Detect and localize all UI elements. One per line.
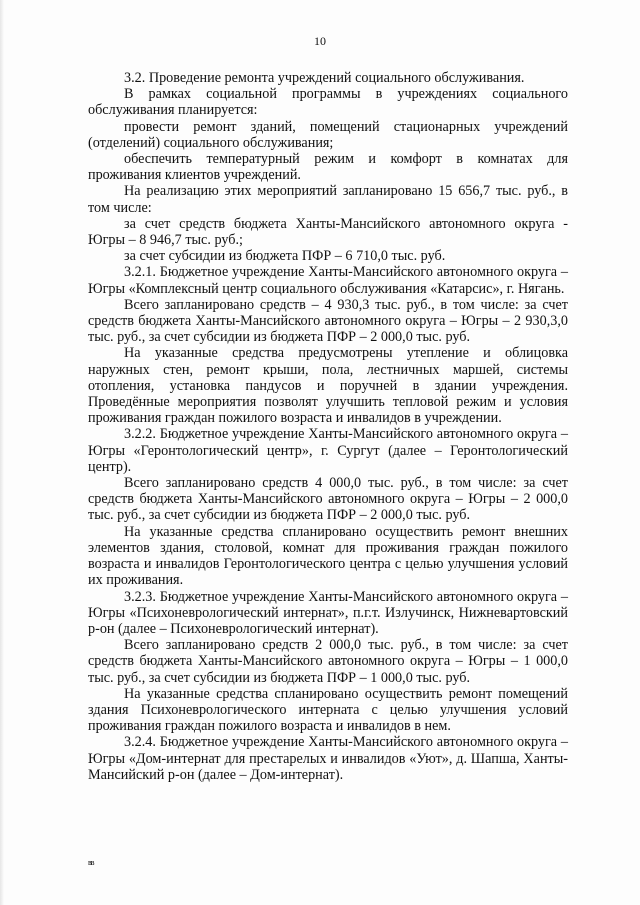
paragraph: В рамках социальной программы в учреждениях социального обслуживания планируется: (88, 86, 568, 119)
subsection-paragraph: 3.2.3. Бюджетное учреждение Ханты-Мансийского автономного округа – Югры «Психоневрологический интернат», п.г.т. Излучинск, Нижневартовский р-он (далее – Психоневрологический интернат). (88, 588, 568, 637)
document-body (88, 70, 568, 783)
page-number: 10 (314, 34, 326, 48)
paragraph: На указанные средства предусмотрены утепление и облицовка наружных стен, ремонт крыши, пола, лестничных маршей, системы отопления, установка пандусов и поручней в здании учреждения. Проведённые мероприятия позволят улучшить тепловой режим и условия проживания граждан пожилого возраста и инвалидов в учреждении. (88, 345, 568, 427)
section-heading: 3.2. Проведение ремонта учреждений социального обслуживания. (124, 70, 525, 86)
paragraph: На указанные средства спланировано осуществить ремонт внешних элементов здания, столовой, комнат для проживания граждан пожилого возраста и инвалидов Геронтологического центра с целью улучшения условий их проживания. (88, 523, 568, 589)
scan-edge-shadow (0, 0, 4, 905)
paragraph: На реализацию этих мероприятий запланировано 15 656,7 тыс. руб., в том числе: (88, 183, 568, 216)
paragraph: провести ремонт зданий, помещений стационарных учреждений (отделений) социального обслуживания; (88, 118, 568, 151)
paragraph: обеспечить температурный режим и комфорт в комнатах для проживания клиентов учреждений. (88, 151, 568, 184)
footer-mark: вв (88, 858, 94, 867)
subsection-paragraph: 3.2.1. Бюджетное учреждение Ханты-Мансийского автономного округа – Югры «Комплексный центр социального обслуживания «Катарсис», г. Нягань. (88, 264, 568, 297)
subsection-paragraph: 3.2.2. Бюджетное учреждение Ханты-Мансийского автономного округа – Югры «Геронтологический центр», г. Сургут (далее – Геронтологический центр). (88, 426, 568, 475)
paragraph: Всего запланировано средств 4 000,0 тыс. руб., в том числе: за счет средств бюджета Ханты-Мансийского автономного округа – Югры – 2 000,0 тыс. руб., за счет субсидии из бюджета ПФР – 2 000,0 тыс. руб. (88, 475, 568, 524)
subsection-paragraph: 3.2.4. Бюджетное учреждение Ханты-Мансийского автономного округа – Югры «Дом-интернат для престарелых и инвалидов «Уют», д. Шапша, Ханты-Мансийский р-он (далее – Дом-интернат). (88, 734, 568, 783)
paragraph: На указанные средства спланировано осуществить ремонт помещений здания Психоневрологического интерната с целью улучшения условий проживания граждан пожилого возраста и инвалидов в нем. (88, 685, 568, 735)
paragraph: за счет субсидии из бюджета ПФР – 6 710,0 тыс. руб. (124, 248, 446, 265)
paragraph: за счет средств бюджета Ханты-Мансийского автономного округа - Югры – 8 946,7 тыс. руб.; (88, 215, 568, 249)
paragraph: Всего запланировано средств – 4 930,3 тыс. руб., в том числе: за счет средств бюджета Ханты-Мансийского автономного округа – Югры – 2 930,3,0 тыс. руб., за счет субсидии из бюджета ПФР – 2 000,0 тыс. руб. (88, 296, 568, 346)
paragraph: Всего запланировано средств 2 000,0 тыс. руб., в том числе: за счет средств бюджета Ханты-Мансийского автономного округа – Югры – 1 000,0 тыс. руб., за счет субсидии из бюджета ПФР – 1 000,0 тыс. руб. (88, 637, 568, 686)
